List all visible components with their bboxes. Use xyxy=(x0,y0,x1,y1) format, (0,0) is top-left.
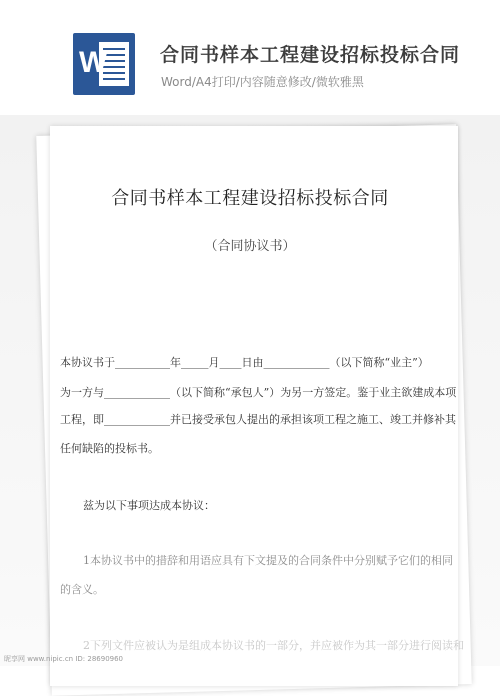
header-banner xyxy=(0,0,500,115)
body-line-1: 本协议书于__________年_____月____日由____________（以下简称“业主”） xyxy=(60,356,429,369)
document-subtitle: （合同协议书） xyxy=(204,239,296,254)
document-title: 合同书样本工程建设招标投标合同 xyxy=(111,188,389,209)
header-title: 合同书样本工程建设招标投标合同 xyxy=(160,44,461,66)
body-line-8: 2下列文件应被认为是组成本协议书的一部分，并应被作为其一部分进行阅读和 xyxy=(83,639,464,652)
body-line-5: 兹为以下事项达成本协议： xyxy=(83,499,215,512)
watermark: 昵享网 www.nipic.cn ID: 28690960 xyxy=(4,655,124,663)
front-page-sheet xyxy=(50,126,458,686)
body-line-6: 1本协议书中的措辞和用语应具有下文提及的合同条件中分别赋予它们的相同 xyxy=(83,554,453,567)
body-line-4: 任何缺陷的投标书。 xyxy=(60,442,159,455)
header-subtitle: Word/A4打印/内容随意修改/微软雅黑 xyxy=(161,75,364,89)
body-line-2: 为一方与____________（以下简称“承包人”）为另一方签定。鉴于业主欲建成本项 xyxy=(60,386,457,399)
body-line-3: 工程，即____________并已接受承包人提出的承担该项工程之施工、竣工并修补其 xyxy=(60,413,456,426)
word-icon-letter: W xyxy=(79,46,108,79)
word-document-icon xyxy=(73,33,135,95)
body-line-7: 的含义。 xyxy=(60,583,104,596)
